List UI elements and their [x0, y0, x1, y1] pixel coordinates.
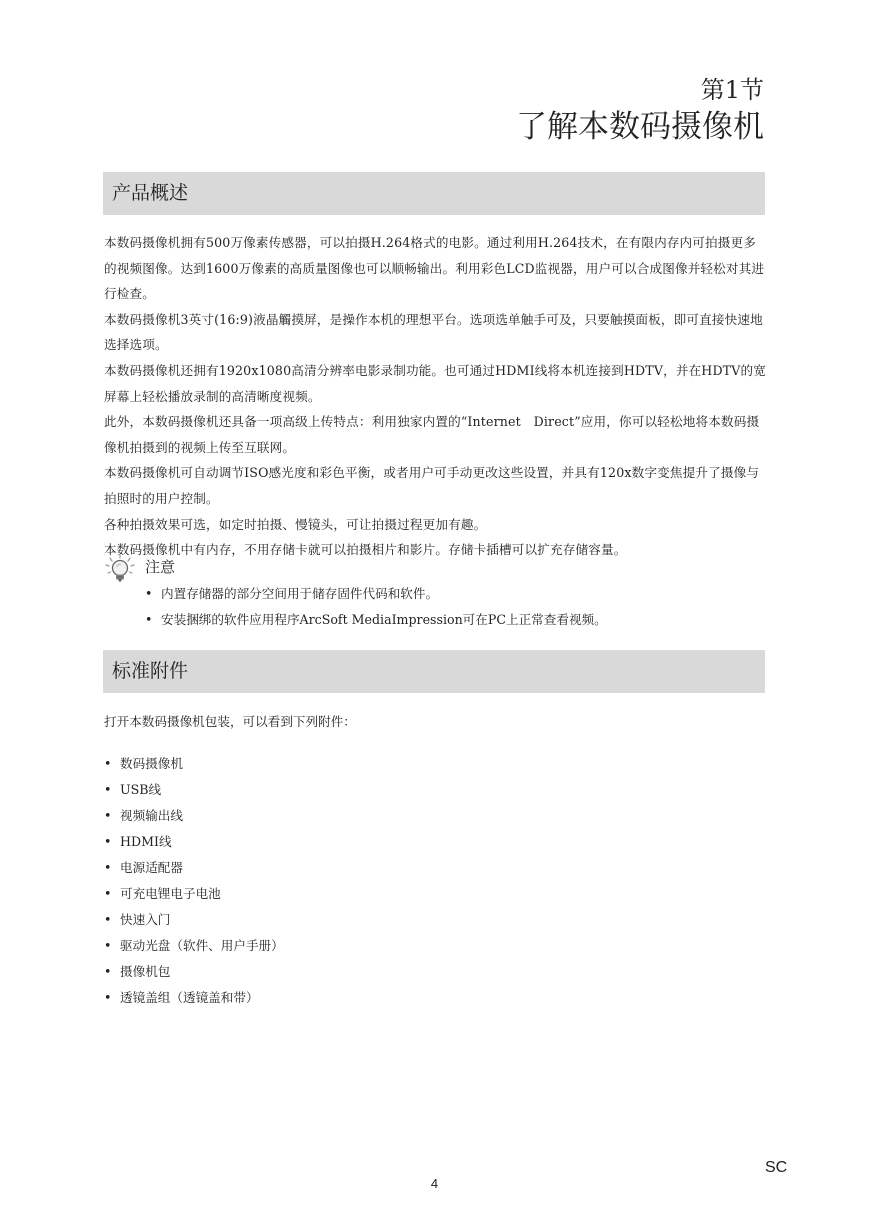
- note-header: [104, 556, 768, 582]
- accessory-item: • 透镜盖组（透镜盖和带）: [104, 985, 604, 1011]
- accessory-item: • HDMI线: [104, 829, 604, 855]
- overview-paragraph: 各种拍摄效果可选，如定时拍摄、慢镜头，可让拍摄过程更加有趣。: [104, 516, 487, 532]
- overview-paragraph: 本数码摄像机可自动调节ISO感光度和彩色平衡，或者用户可手动更改这些设置，并具有120x数字变焦提升了摄像与拍照时的用户控制。: [104, 465, 760, 506]
- note-list: [145, 581, 765, 633]
- accessory-item: • 摄像机包: [104, 959, 604, 985]
- note-item: • 内置存储器的部分空间用于储存固件代码和软件。: [145, 581, 765, 607]
- accessory-item: • 驱动光盘（软件、用户手册）: [104, 933, 604, 959]
- overview-body: [104, 230, 768, 563]
- section-heading-overview: 产品概述: [103, 172, 765, 215]
- chapter-label: 第1节: [700, 76, 764, 104]
- language-tag: SC: [765, 1159, 788, 1176]
- note-title: 注意: [145, 558, 176, 576]
- overview-paragraph: 此外，本数码摄像机还具备一项高级上传特点：利用独家内置的“Internet Direct”应用，你可以轻松地将本数码摄像机拍摄到的视频上传至互联网。: [104, 414, 760, 455]
- note-block: [104, 556, 768, 627]
- overview-paragraph: 本数码摄像机3英寸(16:9)液晶觸摸屏，是操作本机的理想平台。选项选单触手可及，只要触摸面板，即可直接快速地选择选项。: [104, 311, 763, 353]
- page-number: 4: [430, 1176, 439, 1191]
- section-heading-accessories: 标准附件: [103, 650, 765, 693]
- accessories-list: [104, 751, 604, 1011]
- accessory-item: • 视频输出线: [104, 803, 604, 829]
- overview-paragraph: 本数码摄像机拥有500万像素传感器，可以拍摄H.264格式的电影。通过利用H.264技术，在有限内存内可拍摄更多的视频图像。达到1600万像素的高质量图像也可以顺畅输出。利用彩色LCD监视器，用户可以合成图像并轻松对其进行检查。: [104, 235, 765, 302]
- accessory-item: • 电源适配器: [104, 855, 604, 881]
- accessory-item: • 数码摄像机: [104, 751, 604, 777]
- accessory-item: • 可充电锂电子电池: [104, 881, 604, 907]
- accessory-item: • USB线: [104, 777, 604, 803]
- overview-paragraph: 本数码摄像机中有内存，不用存储卡就可以拍摄相片和影片。存储卡插槽可以扩充存储容量。: [104, 542, 627, 558]
- chapter-title: 了解本数码摄像机: [516, 109, 764, 145]
- lightbulb-icon: [104, 554, 136, 584]
- note-item: • 安装捆绑的软件应用程序ArcSoft MediaImpression可在PC上正常查看视频。: [145, 607, 765, 633]
- overview-paragraph: 本数码摄像机还拥有1920x1080高清分辨率电影录制功能。也可通过HDMI线将本机连接到HDTV，并在HDTV的宽屏幕上轻松播放录制的高清晰度视频。: [104, 362, 766, 404]
- accessory-item: • 快速入门: [104, 907, 604, 933]
- accessories-intro: 打开本数码摄像机包装，可以看到下列附件：: [104, 714, 356, 729]
